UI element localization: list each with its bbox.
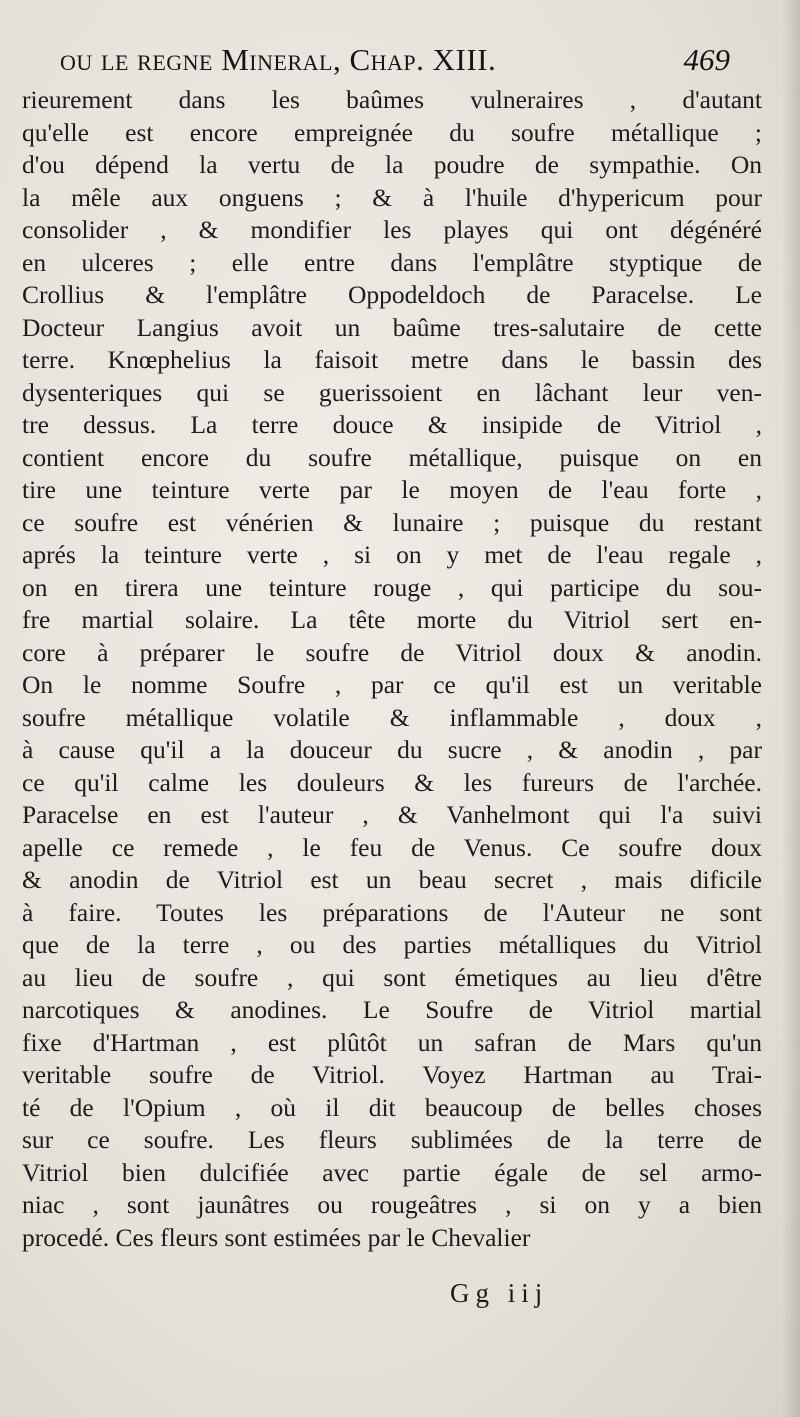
text-line: contient encore du soufre métallique, puisque on en: [22, 442, 762, 472]
text-line: terre. Knœphelius la faisoit metre dans le bassin des: [22, 345, 762, 374]
text-line: niac , sont jaunâtres ou rougeâtres , si on y a bien: [22, 1190, 762, 1219]
text-line: fixe d'Hartman , est plûtôt un safran de Mars qu'un: [22, 1027, 762, 1057]
text-line: On le nomme Soufre , par ce qu'il est un veritable: [22, 670, 762, 699]
body-text: [22, 84, 762, 1254]
text-line: qu'elle est encore empreignée du soufre métallique ;: [22, 117, 762, 147]
text-line: aprés la teinture verte , si on y met de l'eau regale ,: [22, 540, 762, 569]
text-line: core à préparer le soufre de Vitriol doux & anodin.: [22, 637, 762, 667]
text-line: té de l'Opium , où il dit beaucoup de belles choses: [22, 1092, 762, 1122]
text-line: veritable soufre de Vitriol. Voyez Hartman au Trai-: [22, 1060, 762, 1089]
text-line: ce soufre est vénérien & lunaire ; puisque du restant: [22, 507, 762, 537]
text-line: tire une teinture verte par le moyen de l'eau forte ,: [22, 475, 762, 504]
signature-mark: Gg iij: [450, 1278, 549, 1308]
text-line: au lieu de soufre , qui sont émetiques au lieu d'être: [22, 962, 762, 992]
text-line: à cause qu'il a la douceur du sucre , & anodin , par: [22, 735, 762, 764]
text-line: d'ou dépend la vertu de la poudre de sympathie. On: [22, 150, 762, 179]
text-line: rieurement dans les baûmes vulneraires , d'autant: [22, 85, 762, 114]
text-line: & anodin de Vitriol est un beau secret , mais dificile: [22, 865, 762, 894]
page-header: [60, 42, 760, 86]
text-line: tre dessus. La terre douce & insipide de Vitriol ,: [22, 410, 762, 439]
text-line: ce qu'il calme les douleurs & les fureurs de l'archée.: [22, 767, 762, 797]
text-line: fre martial solaire. La tête morte du Vitriol sert en-: [22, 605, 762, 634]
page-number: 469: [683, 42, 730, 77]
text-line: que de la terre , ou des parties métalliques du Vitriol: [22, 930, 762, 959]
text-line: soufre métallique volatile & inflammable , doux ,: [22, 702, 762, 732]
text-line: la mêle aux onguens ; & à l'huile d'hypericum pour: [22, 182, 762, 212]
page-edge-shadow: [782, 0, 800, 1417]
text-line: procedé. Ces fleurs sont estimées par le Chevalier: [22, 1222, 531, 1252]
text-line: Crollius & l'emplâtre Oppodeldoch de Paracelse. Le: [22, 280, 762, 309]
text-line: sur ce soufre. Les fleurs sublimées de la terre de: [22, 1125, 762, 1154]
text-line: apelle ce remede , le feu de Venus. Ce soufre doux: [22, 832, 762, 862]
text-line: en ulceres ; elle entre dans l'emplâtre styptique de: [22, 247, 762, 277]
text-line: Paracelse en est l'auteur , & Vanhelmont qui l'a suivi: [22, 800, 762, 829]
text-line: on en tirera une teinture rouge , qui participe du sou-: [22, 572, 762, 602]
text-line: Docteur Langius avoit un baûme tres-salutaire de cette: [22, 312, 762, 342]
running-head: ou le regne Mineral, Chap. XIII.: [60, 42, 497, 77]
text-line: dysenteriques qui se guerissoient en lâchant leur ven-: [22, 377, 762, 407]
text-line: Vitriol bien dulcifiée avec partie égale de sel armo-: [22, 1157, 762, 1187]
text-line: narcotiques & anodines. Le Soufre de Vitriol martial: [22, 995, 762, 1024]
text-line: consolider , & mondifier les playes qui ont dégénéré: [22, 215, 762, 244]
text-line: à faire. Toutes les préparations de l'Auteur ne sont: [22, 897, 762, 927]
